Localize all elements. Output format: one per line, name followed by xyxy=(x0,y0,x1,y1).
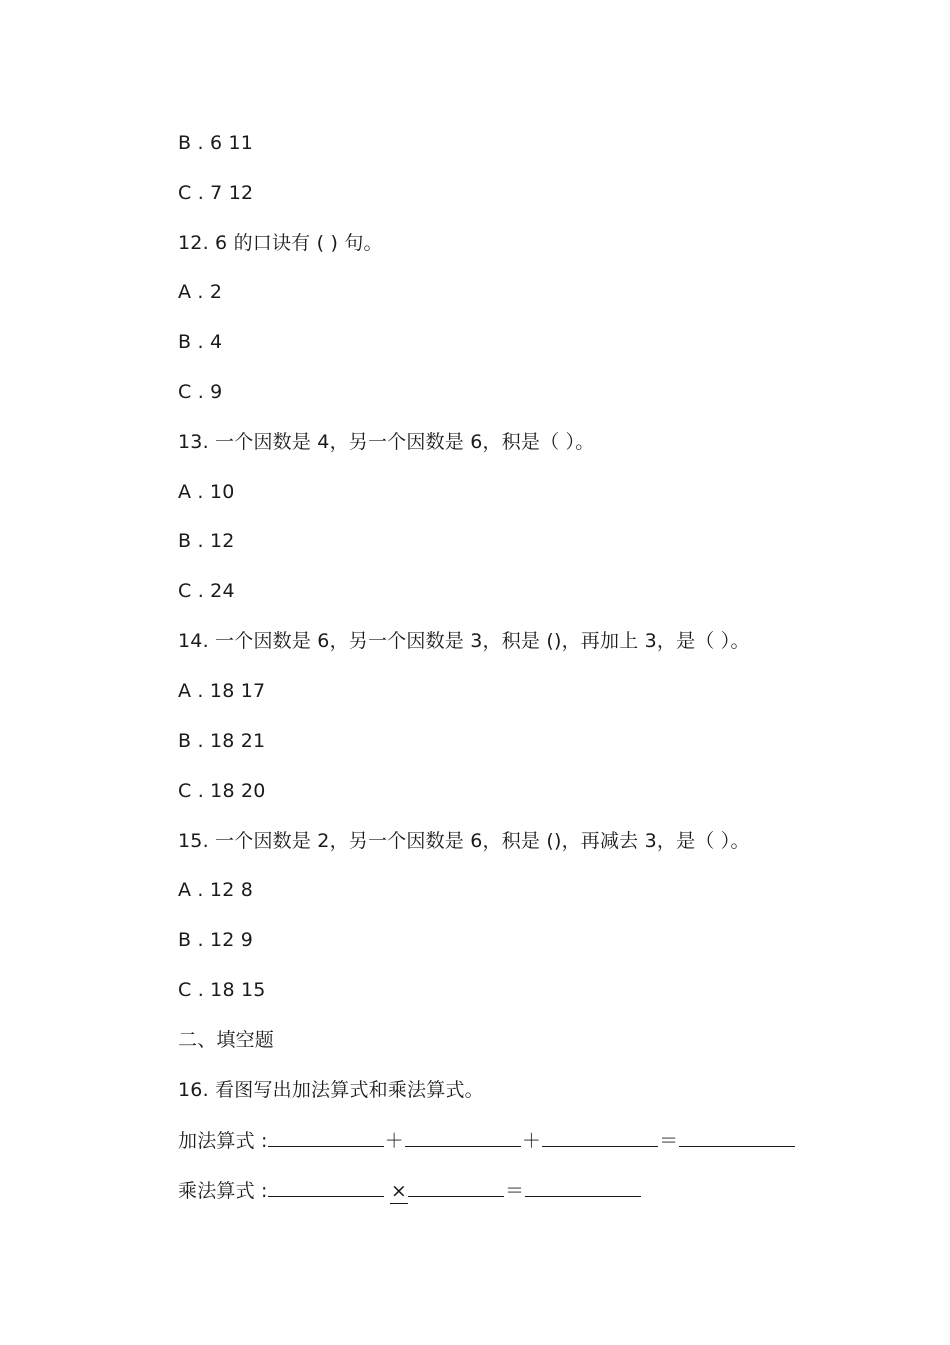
question-14: 14. 一个因数是 6，另一个因数是 3，积是 ()，再加上 3，是（ ）。 xyxy=(178,630,750,652)
option-c-q14: C . 18 20 xyxy=(178,780,266,802)
question-15: 15. 一个因数是 2，另一个因数是 6，积是 ()，再减去 3，是（ ）。 xyxy=(178,830,750,852)
question-16: 16. 看图写出加法算式和乘法算式。 xyxy=(178,1079,484,1101)
option-c-q11: C . 7 12 xyxy=(178,182,254,204)
multiplication-answer-blank[interactable] xyxy=(525,1178,641,1197)
option-b-q13: B . 12 xyxy=(178,530,235,552)
question-12: 12. 6 的口诀有 ( ) 句。 xyxy=(178,232,383,254)
addition-blank-1[interactable] xyxy=(268,1128,384,1147)
multiplication-equation xyxy=(178,1178,641,1204)
option-b-q14: B . 18 21 xyxy=(178,730,266,752)
addition-equation xyxy=(178,1128,795,1153)
option-a-q13: A . 10 xyxy=(178,481,235,503)
option-a-q15: A . 12 8 xyxy=(178,879,254,901)
option-c-q12: C . 9 xyxy=(178,381,223,403)
option-a-q14: A . 18 17 xyxy=(178,680,266,702)
option-a-q12: A . 2 xyxy=(178,281,223,303)
addition-label: 加法算式 : xyxy=(178,1130,268,1152)
plus-sign: ＋ xyxy=(384,1130,404,1152)
question-13: 13. 一个因数是 4，另一个因数是 6，积是（ ）。 xyxy=(178,431,595,453)
multiplication-blank-1[interactable] xyxy=(268,1178,384,1197)
multiplication-blank-2[interactable] xyxy=(408,1178,504,1197)
option-c-q13: C . 24 xyxy=(178,580,235,602)
times-sign: × xyxy=(390,1180,408,1202)
addition-blank-2[interactable] xyxy=(405,1128,521,1147)
option-c-q15: C . 18 15 xyxy=(178,979,266,1001)
option-b-q12: B . 4 xyxy=(178,331,223,353)
option-b-q15: B . 12 9 xyxy=(178,929,254,951)
option-b-q11: B . 6 11 xyxy=(178,132,254,154)
equals-sign: ＝ xyxy=(659,1130,679,1152)
section-heading-fill-in: 二、填空题 xyxy=(178,1029,275,1051)
multiplication-label: 乘法算式 : xyxy=(178,1180,268,1202)
addition-answer-blank[interactable] xyxy=(679,1128,795,1147)
plus-sign: ＋ xyxy=(521,1130,542,1152)
addition-blank-3[interactable] xyxy=(542,1128,658,1147)
equals-sign: ＝ xyxy=(505,1180,525,1202)
